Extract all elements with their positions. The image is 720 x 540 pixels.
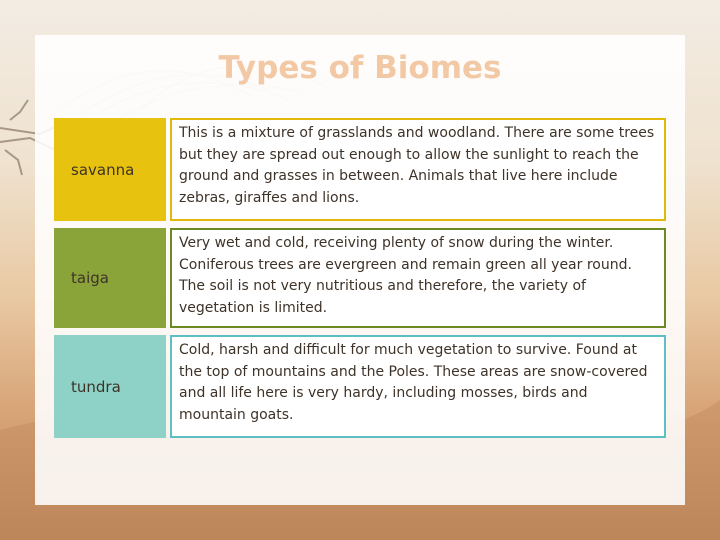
biome-description-taiga: Very wet and cold, receiving plenty of snow during the winter. Coniferous trees are evergreen and remain green all year round. The soil is not very nutritious and therefore, the variety of vegetation is limited.: [170, 228, 666, 328]
biome-row-taiga: [54, 228, 666, 328]
biome-row-savanna: [54, 118, 666, 221]
biome-label-taiga: taiga: [54, 228, 166, 328]
page-title: Types of Biomes: [218, 50, 502, 86]
biome-description-savanna: This is a mixture of grasslands and woodland. There are some trees but they are spread out enough to allow the sunlight to reach the ground and grasses in between. Animals that live here include zebras, giraffes and lions.: [170, 118, 666, 221]
biome-label-tundra: tundra: [54, 335, 166, 438]
biome-description-tundra: Cold, harsh and difficult for much vegetation to survive. Found at the top of mountains and the Poles. These areas are snow-covered and all life here is very hardy, including mosses, birds and mountain goats.: [170, 335, 666, 438]
biome-row-tundra: [54, 335, 666, 438]
biome-label-savanna: savanna: [54, 118, 166, 221]
